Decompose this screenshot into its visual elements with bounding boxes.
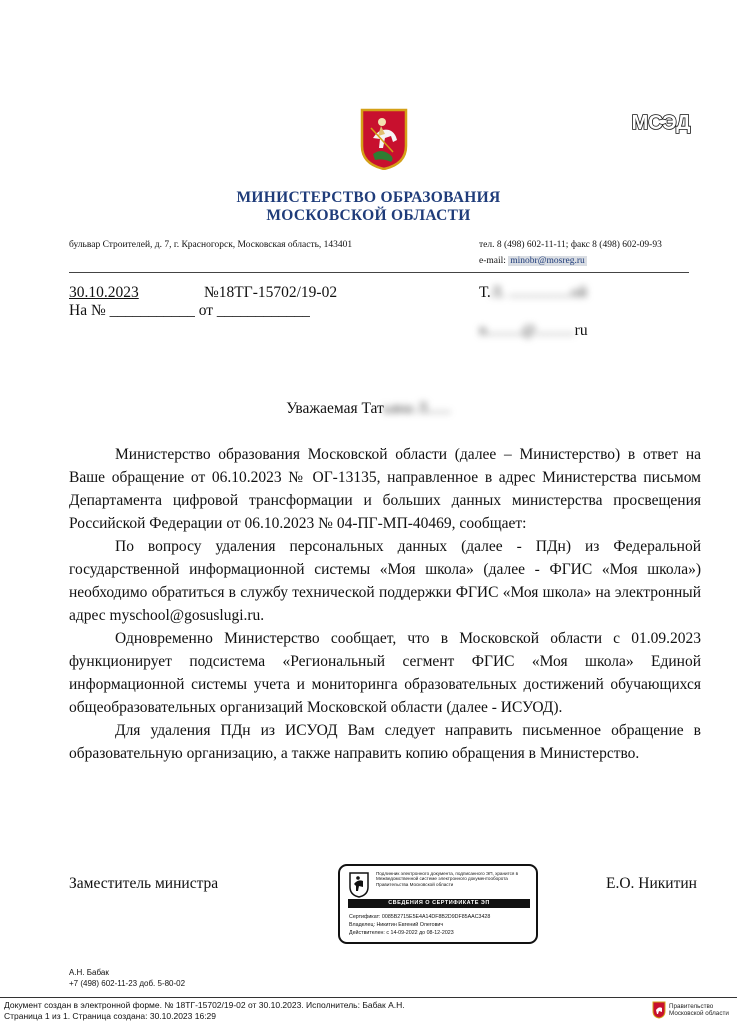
certificate-details [349,913,490,937]
recipient-email-redacted: n.........@.......... [479,322,575,339]
reference-line: На № ___________ от ____________ [69,302,310,319]
executor-phone: +7 (498) 602-11-23 доб. 5-80-02 [69,979,186,988]
footer-document-info: Документ создан в электронной форме. № 18ТГ-15702/19-02 от 30.10.2023. Исполнитель: Бабак А.Н. [4,1000,405,1010]
coat-of-arms-icon [359,108,409,170]
gov-text-line2: Московской области [669,1010,729,1017]
salutation-text: Уважаемая Тат [286,400,384,417]
email-line [479,256,587,266]
body-paragraph-3: Одновременно Министерство сообщает, что в Московской области с 01.09.2023 функционирует подсистема «Региональный сегмент ФГИС «Моя школа» Единой информационной системы учета и мониторинга образовательных достижений обучающихся общеобразовательных организаций Московской области (далее - ИСУОД). [69,630,701,716]
phone-fax: тел. 8 (498) 602-11-11; факс 8 (498) 602-09-93 [479,240,662,250]
body-paragraph-2: По вопросу удаления персональных данных (далее - ПДн) из Федеральной государственной информационной системы «Моя школа» (далее - ФГИС «Моя школа») необходимо обратиться в службу технической поддержки ФГИС «Моя школа» на электронный адрес myschool@gosuslugi.ru. [69,538,701,624]
recipient-initial: Т. [479,284,491,301]
government-logo-icon [652,1001,666,1019]
org-title-line2: МОСКОВСКОЙ ОБЛАСТИ [266,207,471,224]
document-date [69,284,139,302]
letter-body [69,443,701,765]
coat-of-arms-icon [348,872,370,898]
svg-text:МСЭД: МСЭД [631,112,691,134]
header-divider [69,272,689,273]
executor-name: А.Н. Бабак [69,968,109,977]
signer-position: Заместитель министра [69,875,219,892]
recipient-email-tail: ru [574,322,588,339]
date-value: 30.10.2023 [69,284,139,301]
org-title-line1: МИНИСТЕРСТВО ОБРАЗОВАНИЯ [236,189,501,206]
certificate-owner: Владелец: Никитин Евгений Олегович [349,922,444,928]
recipient-name [479,284,587,302]
salutation-redacted: ьяна Л...... [383,400,451,417]
government-logo-text [669,1003,729,1017]
document-number: №18ТГ-15702/19-02 [204,284,338,301]
footer-divider [0,997,737,998]
recipient-name-redacted: Л. ................ой [490,284,588,301]
stamp-note: Подлинник электронного документа, подписанного ЭП, хранится в Межведомственной системе электронного документооборота Правительства Московской области [376,871,519,887]
footer-page-info: Страница 1 из 1. Страница создана: 30.10.2023 16:29 [4,1011,217,1021]
certificate-serial: Сертификат: 0085B2715E5E4A14DF8B2D9DF85AAC3428 [349,914,491,920]
electronic-signature-stamp [338,864,538,944]
certificate-validity: Действителен: с 14-09-2022 до 08-12-2023 [349,930,454,936]
postal-address: бульвар Строителей, д. 7, г. Красногорск, Московская область, 143401 [69,240,353,250]
msed-stamp-logo [624,108,698,136]
stamp-title: СВЕДЕНИЯ О СЕРТИФИКАТЕ ЭП [348,899,530,908]
body-paragraph-1: Министерство образования Московской области (далее – Министерство) в ответ на Ваше обращение от 06.10.2023 № ОГ-13135, направленное в адрес Министерства письмом Департамента цифровой трансформации и больших данных министерства просвещения Российской Федерации от 06.10.2023 № 04-ПГ-МП-40469, сообщает: [69,446,701,532]
email-link[interactable]: minobr@mosreg.ru [510,256,585,266]
salutation [0,400,737,418]
email-label: e-mail: [479,256,509,266]
body-paragraph-4: Для удаления ПДн из ИСУОД Вам следует направить письменное обращение в образовательную организацию, а также направить копию обращения в Министерство. [69,722,701,762]
organization-title [0,189,737,225]
gov-text-line1: Правительство [669,1003,714,1010]
recipient-email [479,322,588,340]
signer-name: Е.О. Никитин [606,875,697,892]
